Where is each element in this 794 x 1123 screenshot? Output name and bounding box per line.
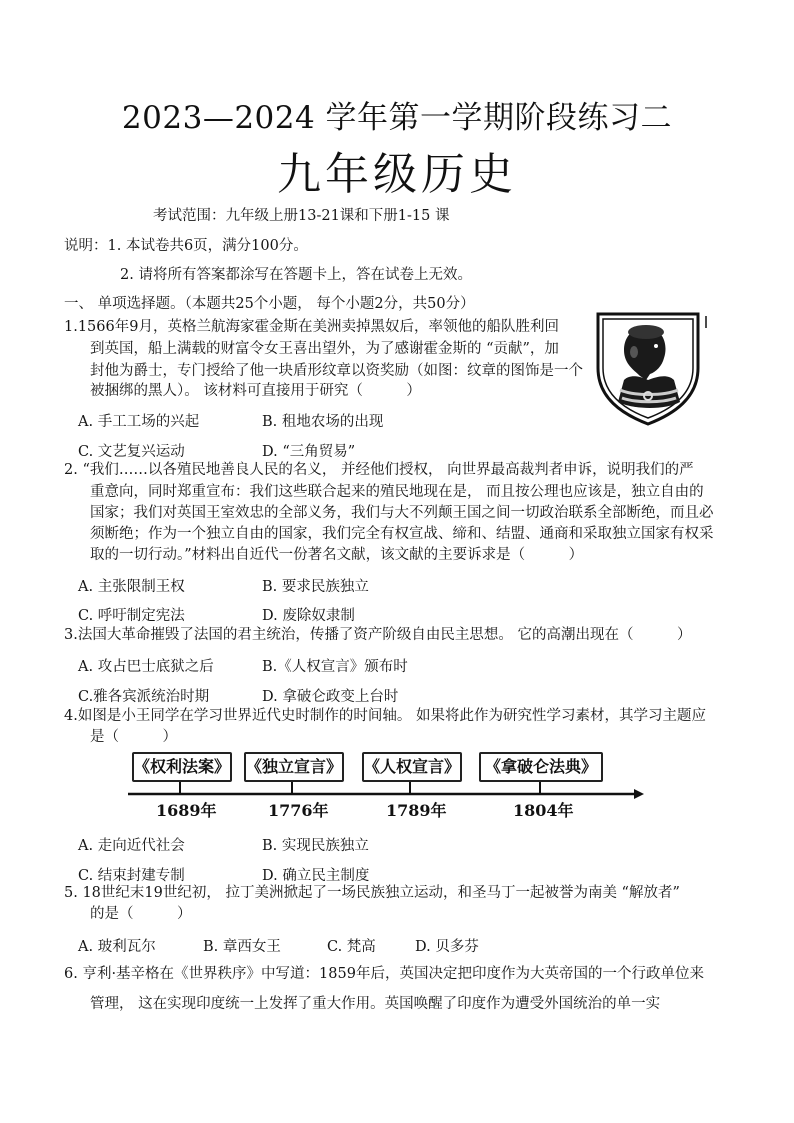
q2-option-d: D. 废除奴隶制 xyxy=(262,608,355,624)
q5-option-c: C. 梵高 xyxy=(327,939,376,955)
question-5-line-2: 的是（ ） xyxy=(90,906,192,922)
instruction-2: 2. 请将所有答案都涂写在答题卡上，答在试卷上无效。 xyxy=(120,267,472,283)
question-3-line-1: 3.法国大革命摧毁了法国的君主统治，传播了资产阶级自由民主思想。 它的高潮出现在（ ） xyxy=(64,627,692,643)
q5-option-b: B. 章西女王 xyxy=(203,939,281,955)
question-6-line-1: 6. 亨利·基辛格在《世界秩序》中写道：1859年后，英国决定把印度作为大英帝国的一个行政单位来 xyxy=(64,966,704,982)
q3-option-a: A. 攻占巴士底狱之后 xyxy=(78,659,214,675)
timeline-year-1776: 1776年 xyxy=(268,801,329,820)
question-1-line-1: 1.1566年9月，英格兰航海家霍金斯在美洲卖掉黑奴后，率领他的船队胜利回 xyxy=(64,319,559,335)
timeline-figure xyxy=(126,748,646,824)
question-1-line-2: 到英国，船上满载的财富令女王喜出望外，为了感谢霍金斯的 “贡献”，加 xyxy=(90,341,559,357)
timeline-event-declaration-of-rights-of-man: 《人权宣言》 xyxy=(362,752,462,782)
exam-scope: 考试范围：九年级上册13-21课和下册1-15 课 xyxy=(153,208,450,224)
section-heading: 一、 单项选择题。（本题共25个小题， 每个小题2分，共50分） xyxy=(64,296,475,312)
question-2-line-2: 重意向，同时郑重宣布：我们这些联合起来的殖民地现在是， 而且按公理也应该是，独立自由的 xyxy=(90,484,704,500)
q2-option-b: B. 要求民族独立 xyxy=(262,579,369,595)
q3-option-c: C.雅各宾派统治时期 xyxy=(78,689,210,705)
question-2-line-4: 须断绝；作为一个独立自由的国家，我们完全有权宣战、缔和、结盟、通商和采取独立国家有权采 xyxy=(90,526,714,542)
q4-option-d: D. 确立民主制度 xyxy=(262,868,370,884)
question-4-line-2: 是（ ） xyxy=(90,729,177,745)
question-2-line-3: 国家；我们对英国王室效忠的全部义务，我们与大不列颠王国之间一切政治联系全部断绝，而且必 xyxy=(90,505,714,521)
question-4-line-1: 4.如图是小王同学在学习世界近代史时制作的时间轴。 如果将此作为研究性学习素材，其学习主题应 xyxy=(64,708,706,724)
timeline-event-bill-of-rights: 《权利法案》 xyxy=(132,752,232,782)
q5-option-a: A. 玻利瓦尔 xyxy=(78,939,156,955)
timeline-event-declaration-of-independence: 《独立宣言》 xyxy=(244,752,344,782)
instruction-1: 说明：1. 本试卷共6页，满分100分。 xyxy=(64,238,308,254)
q4-option-c: C. 结束封建专制 xyxy=(78,868,185,884)
q1-option-c: C. 文艺复兴运动 xyxy=(78,444,185,460)
timeline-year-1789: 1789年 xyxy=(386,801,447,820)
q4-option-a: A. 走向近代社会 xyxy=(78,838,185,854)
q4-option-b: B. 实现民族独立 xyxy=(262,838,369,854)
q2-option-c: C. 呼吁制定宪法 xyxy=(78,608,185,624)
exam-title-line1: 2023—2024 学年第一学期阶段练习二 xyxy=(121,100,673,136)
question-6-line-2: 管理， 这在实现印度统一上发挥了重大作用。英国唤醒了印度作为遭受外国统治的单一实 xyxy=(90,996,661,1012)
timeline-event-napoleonic-code: 《拿破仑法典》 xyxy=(479,752,603,782)
coat-of-arms-image xyxy=(594,310,714,428)
question-1-line-3: 封他为爵士，专门授给了他一块盾形纹章以资奖励（如图：纹章的图饰是一个 xyxy=(90,363,583,379)
question-5-line-1: 5. 18世纪末19世纪初， 拉丁美洲掀起了一场民族独立运动，和圣马丁一起被誉为南美 “解放者” xyxy=(64,885,680,901)
q3-option-b: B.《人权宣言》颁布时 xyxy=(262,659,408,675)
timeline-year-1689: 1689年 xyxy=(156,801,217,820)
q3-option-d: D. 拿破仑政变上台时 xyxy=(262,689,399,705)
q5-option-d: D. 贝多芬 xyxy=(415,939,479,955)
question-1-line-4: 被捆绑的黑人）。 该材料可直接用于研究（ ） xyxy=(90,383,421,399)
exam-title-subject: 九年级历史 xyxy=(277,149,517,200)
timeline-year-1804: 1804年 xyxy=(513,801,574,820)
question-2-line-5: 取的一切行动。”材料出自近代一份著名文献，该文献的主要诉求是（ ） xyxy=(90,547,584,563)
q2-option-a: A. 主张限制王权 xyxy=(78,579,185,595)
question-2-line-1: 2. “我们……以各殖民地善良人民的名义， 并经他们授权， 向世界最高裁判者申诉，说明我们的严 xyxy=(64,462,694,478)
q1-option-d: D. “三角贸易” xyxy=(262,444,356,460)
q1-option-b: B. 租地农场的出现 xyxy=(262,414,384,430)
q1-option-a: A. 手工工场的兴起 xyxy=(78,414,200,430)
